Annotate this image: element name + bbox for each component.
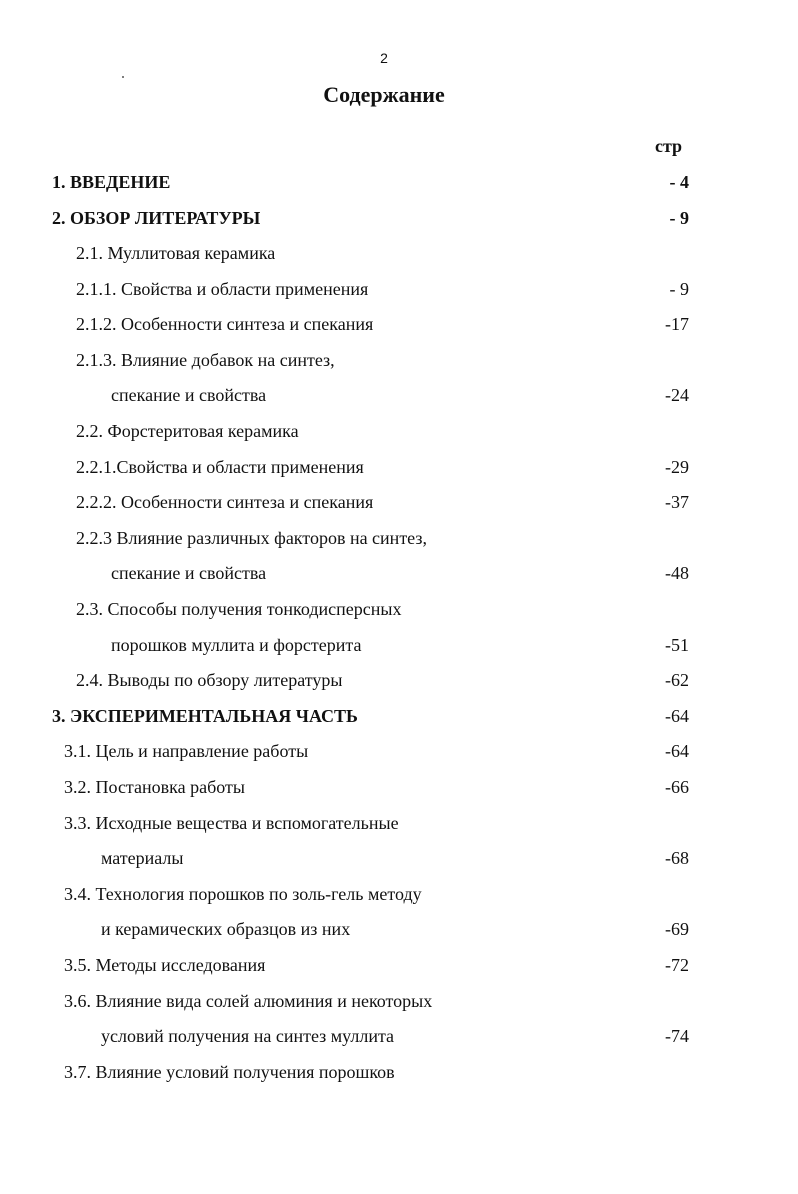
toc-entry xyxy=(0,380,798,410)
toc-entry-page: -74 xyxy=(665,1026,689,1046)
toc-entry-label: 2. ОБЗОР ЛИТЕРАТУРЫ xyxy=(52,208,261,228)
toc-entry xyxy=(0,808,798,838)
toc-entry-label: 2.1. Муллитовая керамика xyxy=(76,243,276,263)
toc-entry-label: материалы xyxy=(101,848,184,868)
toc-entry xyxy=(0,274,798,304)
toc-entry xyxy=(0,167,798,197)
toc-entry xyxy=(0,914,798,944)
toc-entry xyxy=(0,843,798,873)
toc-entry-label: 3.1. Цель и направление работы xyxy=(64,741,309,761)
toc-entry-label: спекание и свойства xyxy=(111,385,267,405)
toc-entry-label: порошков муллита и форстерита xyxy=(111,635,362,655)
toc-entry-label: 2.3. Способы получения тонкодисперсных xyxy=(76,599,402,619)
toc-entry-page: -72 xyxy=(665,955,689,975)
toc-entry-label: 3.6. Влияние вида солей алюминия и некоторых xyxy=(64,991,433,1011)
toc-entry-label: 3.7. Влияние условий получения порошков xyxy=(64,1062,395,1082)
toc-entry xyxy=(0,701,798,731)
toc-entry-page: - 4 xyxy=(669,172,689,192)
toc-entry-page: -48 xyxy=(665,563,689,583)
toc-entry-label: 2.4. Выводы по обзору литературы xyxy=(76,670,343,690)
toc-entry xyxy=(0,416,798,446)
toc-entry-page: -64 xyxy=(665,706,689,726)
toc-entry-page: -69 xyxy=(665,919,689,939)
toc-entry-page: -37 xyxy=(665,492,689,512)
toc-entry-page: -64 xyxy=(665,741,689,761)
toc-entry xyxy=(0,950,798,980)
toc-entry xyxy=(0,665,798,695)
toc-entry xyxy=(0,345,798,375)
toc-entry-label: 2.2.3 Влияние различных факторов на синтез, xyxy=(76,528,427,548)
toc-entry-page: -68 xyxy=(665,848,689,868)
toc-entry xyxy=(0,594,798,624)
toc-entry-label: 3. ЭКСПЕРИМЕНТАЛЬНАЯ ЧАСТЬ xyxy=(52,706,358,726)
page-number: 2 xyxy=(380,50,388,66)
page-column-header: стр xyxy=(655,136,683,156)
toc-entry-label: условий получения на синтез муллита xyxy=(101,1026,395,1046)
toc-entry-page: -62 xyxy=(665,670,689,690)
toc-entry-label: 3.3. Исходные вещества и вспомогательные xyxy=(64,813,399,833)
toc-entry xyxy=(0,772,798,802)
toc-entry xyxy=(0,986,798,1016)
toc-entry-label: 3.2. Постановка работы xyxy=(64,777,245,797)
toc-entry xyxy=(0,309,798,339)
toc-entry-page: -29 xyxy=(665,457,689,477)
toc-entry-label: и керамических образцов из них xyxy=(101,919,351,939)
toc-entry-page: -24 xyxy=(665,385,689,405)
toc-entry-label: 2.1.2. Особенности синтеза и спекания xyxy=(76,314,374,334)
toc-entry xyxy=(0,736,798,766)
toc-entry xyxy=(0,879,798,909)
toc-entry-label: 2.2.2. Особенности синтеза и спекания xyxy=(76,492,374,512)
toc-entry xyxy=(0,558,798,588)
toc-entry-label: спекание и свойства xyxy=(111,563,267,583)
toc-entry-page: - 9 xyxy=(669,208,689,228)
toc-entry xyxy=(0,203,798,233)
toc-entry-label: 2.1.1. Свойства и области применения xyxy=(76,279,369,299)
toc-entry xyxy=(0,238,798,268)
toc-entry-page: -17 xyxy=(665,314,689,334)
toc-entry-label: 3.4. Технология порошков по золь-гель методу xyxy=(64,884,422,904)
toc-entry-label: 1. ВВЕДЕНИЕ xyxy=(52,172,171,192)
toc-entry xyxy=(0,1057,798,1087)
toc-entry xyxy=(0,1021,798,1051)
scan-speck xyxy=(122,76,124,78)
toc-entry-label: 2.1.3. Влияние добавок на синтез, xyxy=(76,350,335,370)
page-title: Содержание xyxy=(323,82,445,107)
toc-entry xyxy=(0,523,798,553)
toc-entry xyxy=(0,487,798,517)
toc-entry-label: 2.2. Форстеритовая керамика xyxy=(76,421,299,441)
toc-entry xyxy=(0,630,798,660)
toc-entry-page: -66 xyxy=(665,777,689,797)
toc-entry-label: 2.2.1.Свойства и области применения xyxy=(76,457,364,477)
toc-entry xyxy=(0,452,798,482)
toc-entry-label: 3.5. Методы исследования xyxy=(64,955,266,975)
toc-entry-page: - 9 xyxy=(669,279,689,299)
toc-entry-page: -51 xyxy=(665,635,689,655)
